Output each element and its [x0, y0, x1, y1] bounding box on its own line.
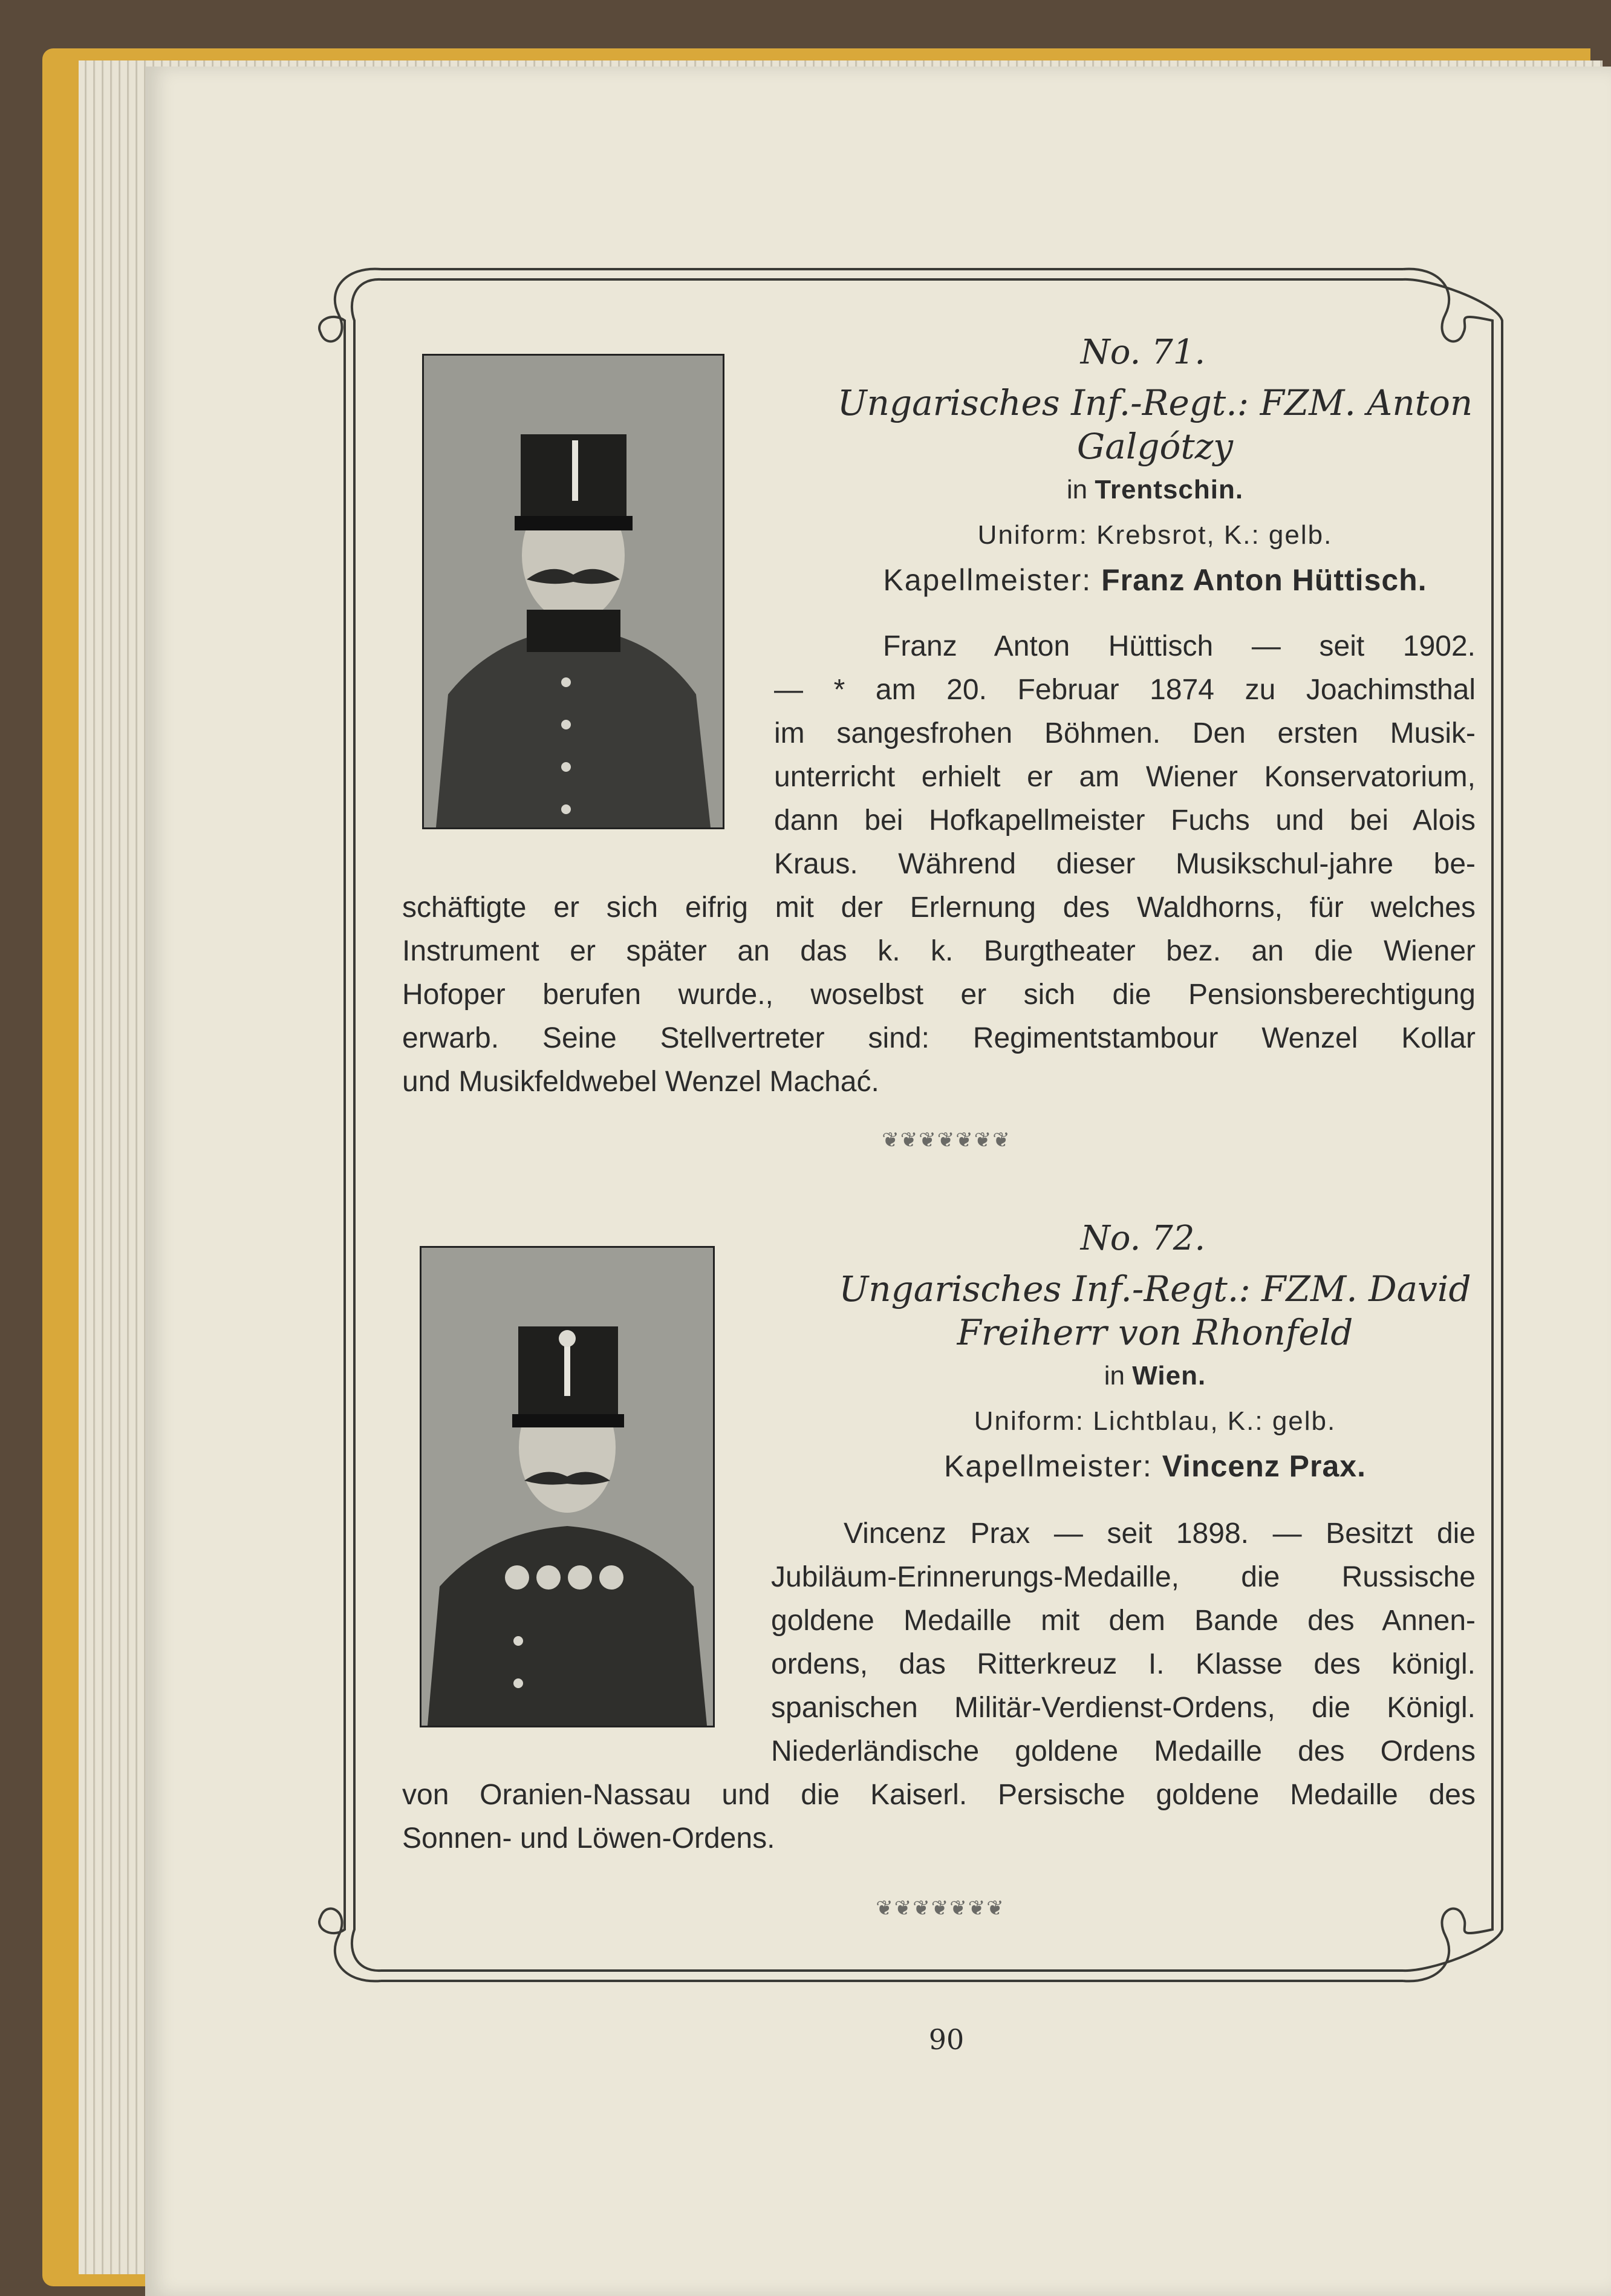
entry-72-location-name: Wien. — [1132, 1361, 1206, 1391]
entry-71-body-line: schäftigte er sich eifrig mit der Erlernung des Waldhorns, für welches — [402, 892, 1476, 924]
entry-72-body-line: spanischen Militär-Verdienst-Ordens, die Königl. — [771, 1692, 1476, 1724]
entry-72-number: No. 72. — [1080, 1219, 1206, 1258]
book-page — [145, 67, 1611, 2296]
entry-72-regiment-line1: Ungarisches Inf.-Regt.: FZM. David — [839, 1268, 1471, 1309]
entry-71-body-line: — * am 20. Februar 1874 zu Joachimsthal — [774, 674, 1476, 706]
portrait-photo-icon — [424, 356, 723, 827]
entry-72-body-line: Jubiläum-Erinnerungs-Medaille, die Russische — [771, 1561, 1476, 1593]
entry-71-kapellmeister — [835, 563, 1476, 598]
entry-71-body-line: unterricht erhielt er am Wiener Konservatorium, — [774, 761, 1476, 793]
entry-71-body-line: dann bei Hofkapellmeister Fuchs und bei Alois — [774, 804, 1476, 837]
entry-71-location-name: Trentschin. — [1095, 475, 1244, 504]
entry-71-body-full — [402, 886, 1476, 1104]
entry-71-body-line: Franz Anton Hüttisch — seit 1902. — [883, 630, 1476, 662]
entry-71-body-line: Hofoper berufen wurde., woselbst er sich die Pensionsberechtigung — [402, 979, 1476, 1011]
entry-72-kapellmeister — [835, 1449, 1476, 1484]
entry-72-body-line: von Oranien-Nassau und die Kaiserl. Persische goldene Medaille des — [402, 1779, 1476, 1811]
entry-71-kapellmeister-label: Kapellmeister: — [883, 563, 1092, 597]
entry-72-regiment-line2: Freiherr von Rhonfeld — [957, 1312, 1353, 1353]
entry-71-location-prefix: in — [1066, 475, 1088, 504]
entry-71-kapellmeister-name: Franz Anton Hüttisch. — [1101, 563, 1427, 597]
entry-71-body-line: im sangesfrohen Böhmen. Den ersten Musik- — [774, 717, 1476, 749]
entry-71-body-line: Kraus. Während dieser Musikschul-jahre be- — [774, 848, 1476, 880]
entry-72-body-wrapped — [771, 1512, 1476, 1773]
entry-71-body-line: erwarb. Seine Stellvertreter sind: Regimentstambour Wenzel Kollar — [402, 1022, 1476, 1054]
entry-72-body-line: Sonnen- und Löwen-Ordens. — [402, 1822, 775, 1854]
entry-71-location — [931, 475, 1379, 505]
entry-72-body-line: Vincenz Prax — seit 1898. — Besitzt die — [844, 1518, 1476, 1550]
entry-71-regiment-line2: Galgótzy — [1076, 426, 1234, 467]
entry-72-kapellmeister-label: Kapellmeister: — [944, 1449, 1153, 1483]
entry-72-location-prefix: in — [1104, 1361, 1125, 1391]
entry-72-body-full — [402, 1773, 1476, 1861]
entry-71-body-wrapped — [774, 625, 1476, 886]
entry-71-body-line: und Musikfeldwebel Wenzel Machać. — [402, 1066, 879, 1098]
entry-71-regiment-line1: Ungarisches Inf.-Regt.: FZM. Anton — [837, 382, 1473, 423]
entry-72-kapellmeister-name: Vincenz Prax. — [1162, 1449, 1366, 1483]
entry-72-location — [931, 1361, 1379, 1391]
section-ornament: ❦❦❦❦❦❦❦ — [882, 1128, 1011, 1152]
entry-72-body-line: ordens, das Ritterkreuz I. Klasse des königl. — [771, 1648, 1476, 1680]
entry-72-body-line: goldene Medaille mit dem Bande des Annen- — [771, 1605, 1476, 1637]
entry-72-body-line: Niederländische goldene Medaille des Ordens — [771, 1735, 1476, 1767]
page-number: 90 — [928, 2023, 965, 2056]
entry-71-body-line: Instrument er später an das k. k. Burgtheater bez. an die Wiener — [402, 935, 1476, 967]
entry-71-number: No. 71. — [1080, 333, 1206, 372]
section-ornament: ❦❦❦❦❦❦❦ — [876, 1896, 1005, 1920]
portrait-photo-icon — [421, 1248, 713, 1726]
portrait-photo-71 — [422, 354, 724, 829]
entry-72-uniform: Uniform: Lichtblau, K.: gelb. — [974, 1406, 1336, 1436]
portrait-photo-72 — [420, 1246, 715, 1727]
entry-71-uniform: Uniform: Krebsrot, K.: gelb. — [977, 520, 1333, 550]
